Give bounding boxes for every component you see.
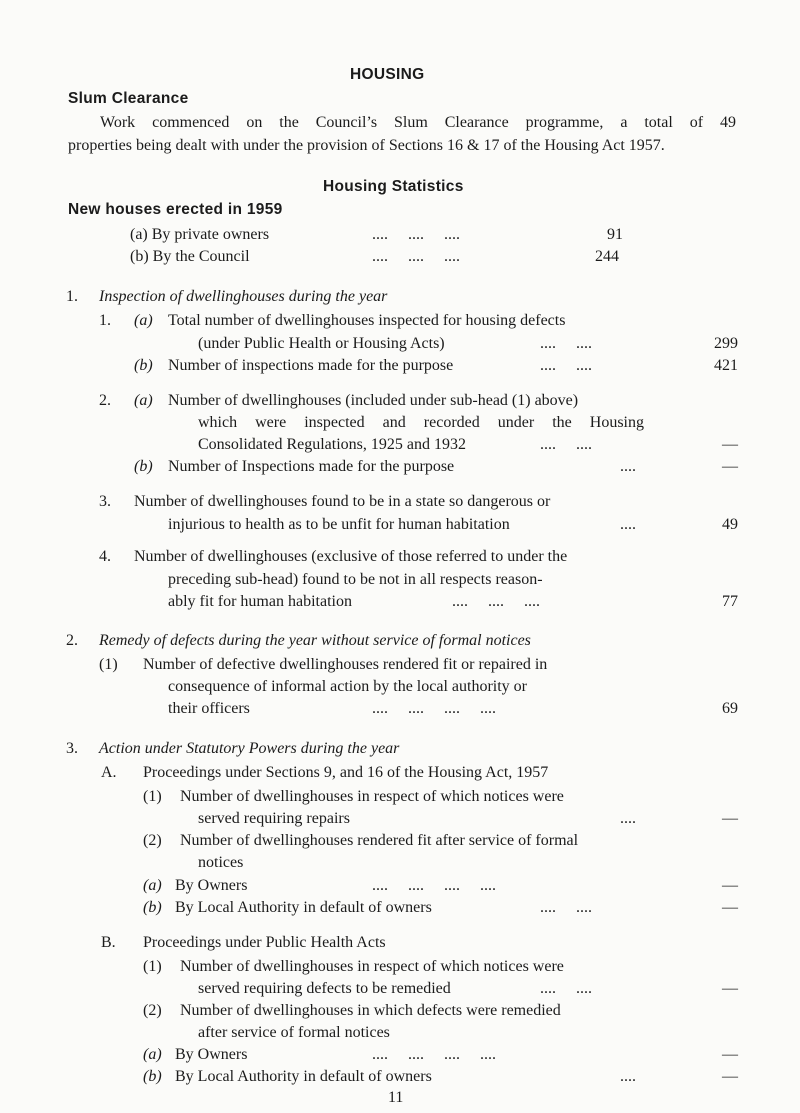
leader-dots: .... ....	[540, 899, 592, 916]
section-heading: Inspection of dwellinghouses during the year	[99, 288, 388, 305]
subsection-mark: A.	[101, 764, 117, 781]
item-text: which were inspected and recorded under the Housing	[198, 414, 644, 431]
item-number: (1)	[143, 958, 162, 975]
item-text: Number of dwellinghouses in which defects were remedied	[180, 1002, 561, 1019]
item-text: their officers	[168, 700, 250, 717]
item-text: served requiring defects to be remedied	[198, 980, 451, 997]
item-value: 69	[722, 700, 738, 717]
item-number: 1.	[99, 312, 111, 329]
leader-dots: ....	[620, 810, 636, 827]
page-number: 11	[388, 1089, 404, 1106]
item-text: preceding sub-head) found to be not in all respects reason-	[168, 571, 543, 588]
leader-dots: ....	[620, 1068, 636, 1085]
sub-item-mark: (b)	[143, 1068, 162, 1085]
item-text: Number of dwellinghouses found to be in a state so dangerous or	[134, 493, 551, 510]
item-text: notices	[198, 854, 244, 871]
leader-dots: .... ....	[540, 335, 592, 352]
stats-row-label: (a) By private owners	[130, 226, 270, 243]
item-value: —	[722, 1046, 738, 1063]
item-value: —	[722, 436, 738, 453]
slum-clearance-heading: Slum Clearance	[68, 90, 189, 107]
item-text: after service of formal notices	[198, 1024, 390, 1041]
leader-dots: ....	[620, 516, 636, 533]
item-text: Number of dwellinghouses (exclusive of those referred to under the	[134, 548, 568, 565]
item-text: By Local Authority in default of owners	[175, 1068, 432, 1085]
stats-row-label: (b) By the Council	[130, 248, 250, 265]
item-text: injurious to health as to be unfit for human habitation	[168, 516, 510, 533]
stats-row-value: 91	[607, 226, 623, 243]
leader-dots: .... .... ....	[372, 248, 460, 265]
item-value: —	[722, 980, 738, 997]
item-text: (under Public Health or Housing Acts)	[198, 335, 445, 352]
subsection-mark: B.	[101, 934, 116, 951]
new-houses-heading: New houses erected in 1959	[68, 201, 283, 218]
leader-dots: .... .... .... ....	[372, 700, 496, 717]
sub-item-mark: (b)	[143, 899, 162, 916]
item-value: 77	[722, 593, 738, 610]
item-value: —	[722, 810, 738, 827]
leader-dots: .... ....	[540, 436, 592, 453]
item-value: —	[722, 1068, 738, 1085]
item-text: Number of Inspections made for the purpose	[168, 458, 455, 475]
sub-item-mark: (a)	[134, 392, 153, 409]
item-value: —	[722, 877, 738, 894]
item-text: served requiring repairs	[198, 810, 350, 827]
leader-dots: .... .... ....	[372, 226, 460, 243]
item-value: 299	[714, 335, 738, 352]
section-number: 3.	[66, 740, 78, 757]
item-value: 49	[722, 516, 738, 533]
leader-dots: .... ....	[540, 357, 592, 374]
leader-dots: .... ....	[540, 980, 592, 997]
item-text: Total number of dwellinghouses inspected for housing defects	[168, 312, 566, 329]
item-text: Number of defective dwellinghouses rendered fit or repaired in	[143, 656, 548, 673]
item-text: Consolidated Regulations, 1925 and 1932	[198, 436, 466, 453]
leader-dots: .... .... .... ....	[372, 877, 496, 894]
item-text: By Owners	[175, 877, 248, 894]
item-number: (2)	[143, 1002, 162, 1019]
section-number: 2.	[66, 632, 78, 649]
item-number: 2.	[99, 392, 111, 409]
section-heading: Action under Statutory Powers during the year	[99, 740, 400, 757]
item-text: consequence of informal action by the local authority or	[168, 678, 527, 695]
leader-dots: .... .... .... ....	[372, 1046, 496, 1063]
sub-item-mark: (a)	[143, 877, 162, 894]
item-text: Number of dwellinghouses in respect of which notices were	[180, 958, 564, 975]
item-value: 421	[714, 357, 738, 374]
item-number: (1)	[143, 788, 162, 805]
item-number: 3.	[99, 493, 111, 510]
sub-item-mark: (a)	[143, 1046, 162, 1063]
housing-statistics-heading: Housing Statistics	[323, 178, 464, 195]
item-text: By Local Authority in default of owners	[175, 899, 432, 916]
item-number: (2)	[143, 832, 162, 849]
item-value: —	[722, 458, 738, 475]
item-text: Number of dwellinghouses in respect of which notices were	[180, 788, 564, 805]
item-text: Number of inspections made for the purpose	[168, 357, 454, 374]
item-text: Number of dwellinghouses (included under sub-head (1) above)	[168, 392, 579, 409]
leader-dots: .... .... ....	[452, 593, 540, 610]
item-text: Number of dwellinghouses rendered fit after service of formal	[180, 832, 579, 849]
section-heading: Remedy of defects during the year without service of formal notices	[99, 632, 531, 649]
item-value: —	[722, 899, 738, 916]
sub-item-mark: (a)	[134, 312, 153, 329]
slum-clearance-line1: Work commenced on the Council’s Slum Clearance programme, a total of 49	[100, 114, 736, 131]
subsection-heading: Proceedings under Public Health Acts	[143, 934, 386, 951]
sub-item-mark: (b)	[134, 458, 153, 475]
page-title: HOUSING	[350, 66, 425, 83]
item-text: ably fit for human habitation	[168, 593, 352, 610]
section-number: 1.	[66, 288, 78, 305]
leader-dots: ....	[620, 458, 636, 475]
subsection-heading: Proceedings under Sections 9, and 16 of the Housing Act, 1957	[143, 764, 549, 781]
item-text: By Owners	[175, 1046, 248, 1063]
slum-clearance-line2: properties being dealt with under the provision of Sections 16 & 17 of the Housing Act 1957.	[68, 137, 665, 154]
item-number: (1)	[99, 656, 118, 673]
item-number: 4.	[99, 548, 111, 565]
stats-row-value: 244	[595, 248, 619, 265]
sub-item-mark: (b)	[134, 357, 153, 374]
